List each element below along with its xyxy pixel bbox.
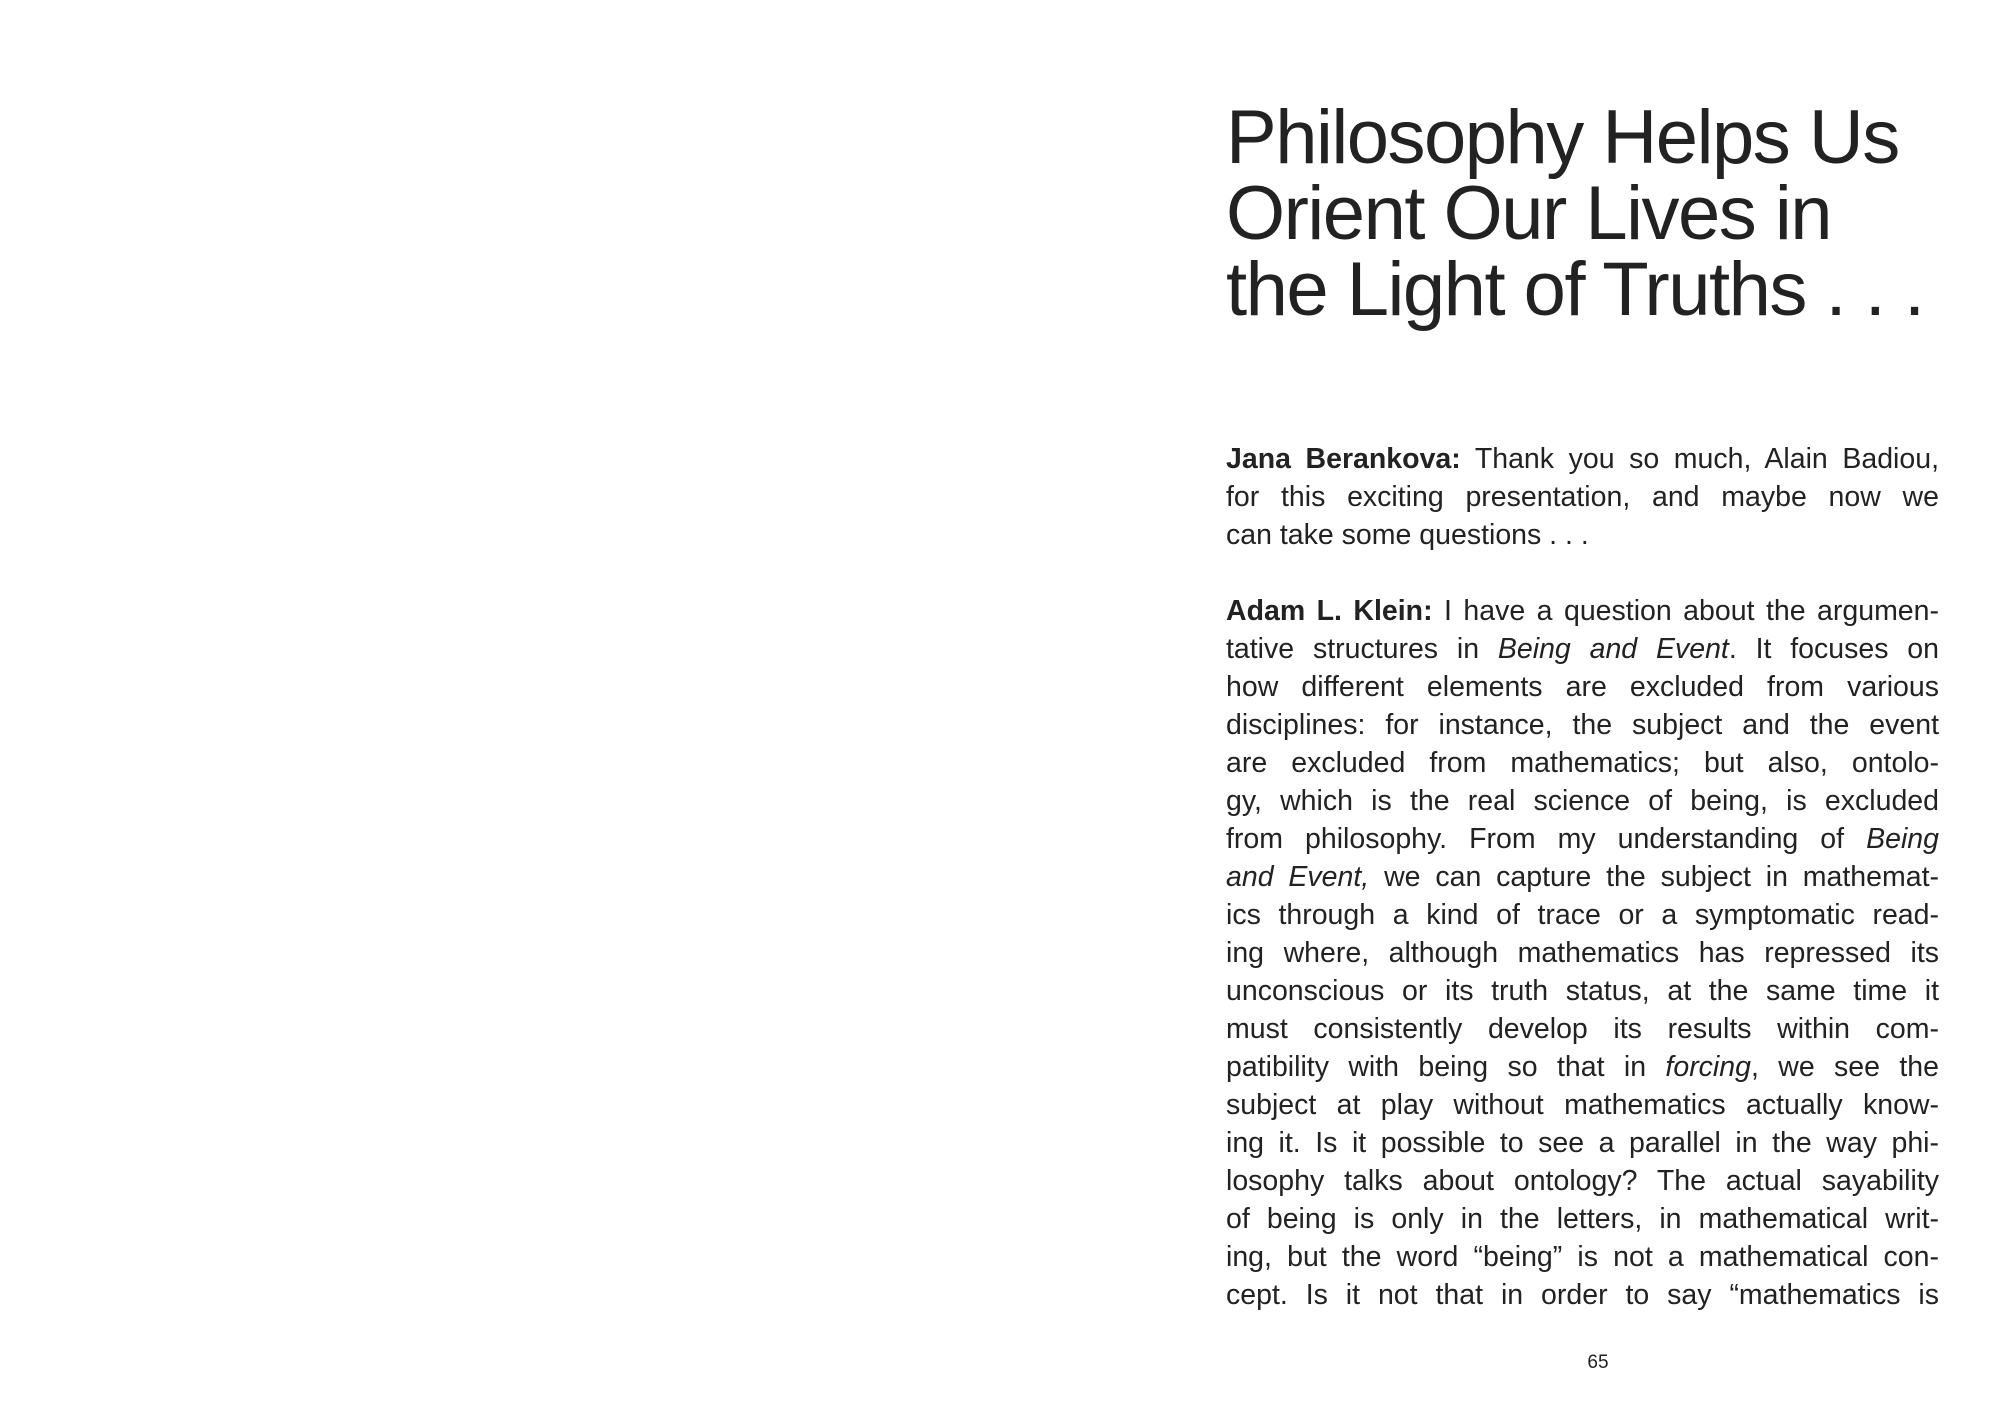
- text-line: can take some questions . . .: [1226, 519, 1589, 551]
- paragraph-berankova: [1226, 440, 1939, 554]
- book-title-italic: Being: [1866, 823, 1939, 855]
- title-line-3: the Light of Truths . . .: [1226, 247, 1924, 332]
- book-title-italic: Being and Event: [1497, 633, 1729, 665]
- paragraph-klein: [1226, 592, 1939, 1314]
- text-line: from philosophy. From my understanding of Being: [1226, 823, 1939, 855]
- title-line-1: Philosophy Helps Us: [1226, 95, 1899, 180]
- text-line: losophy talks about ontology? The actual sayability: [1226, 1165, 1939, 1197]
- text-line: Adam L. Klein: I have a question about the argumen-: [1226, 595, 1939, 627]
- text-line: for this exciting presentation, and maybe now we: [1226, 481, 1939, 513]
- text-line: of being is only in the letters, in mathematical writ-: [1226, 1203, 1939, 1235]
- speaker-name: Jana Berankova:: [1226, 443, 1461, 475]
- text-line: ing it. Is it possible to see a parallel in the way phi-: [1226, 1127, 1939, 1159]
- text-line: ing, but the word “being” is not a mathematical con-: [1226, 1241, 1939, 1273]
- text-line: ing where, although mathematics has repressed its: [1226, 937, 1939, 969]
- text-line: cept. Is it not that in order to say “mathematics is: [1226, 1279, 1939, 1311]
- text-line: how different elements are excluded from various: [1226, 671, 1939, 703]
- text-line: and Event, we can capture the subject in mathemat-: [1226, 861, 1940, 893]
- text-line: gy, which is the real science of being, is excluded: [1226, 785, 1939, 817]
- body-text: [1226, 440, 1939, 1352]
- term-italic: forcing: [1665, 1051, 1751, 1083]
- book-title-italic: and Event,: [1226, 861, 1370, 893]
- right-page: [999, 0, 1998, 1408]
- text-line: are excluded from mathematics; but also, ontolo-: [1226, 747, 1939, 779]
- text-line: tative structures in Being and Event. It focuses on: [1226, 633, 1939, 665]
- page-number: 65: [1587, 1352, 1609, 1373]
- title-line-2: Orient Our Lives in: [1226, 171, 1832, 256]
- text-line: patibility with being so that in forcing, we see the: [1226, 1051, 1939, 1083]
- text-line: Jana Berankova: Thank you so much, Alain Badiou,: [1226, 443, 1939, 475]
- text-line: disciplines: for instance, the subject and the event: [1226, 709, 1939, 741]
- chapter-title: [1226, 95, 1966, 332]
- text-line: unconscious or its truth status, at the same time it: [1226, 975, 1939, 1007]
- text-line: must consistently develop its results within com-: [1226, 1013, 1939, 1045]
- text-line: ics through a kind of trace or a symptomatic read-: [1226, 899, 1939, 931]
- text-line: subject at play without mathematics actually know-: [1226, 1089, 1939, 1121]
- speaker-name: Adam L. Klein:: [1226, 595, 1433, 627]
